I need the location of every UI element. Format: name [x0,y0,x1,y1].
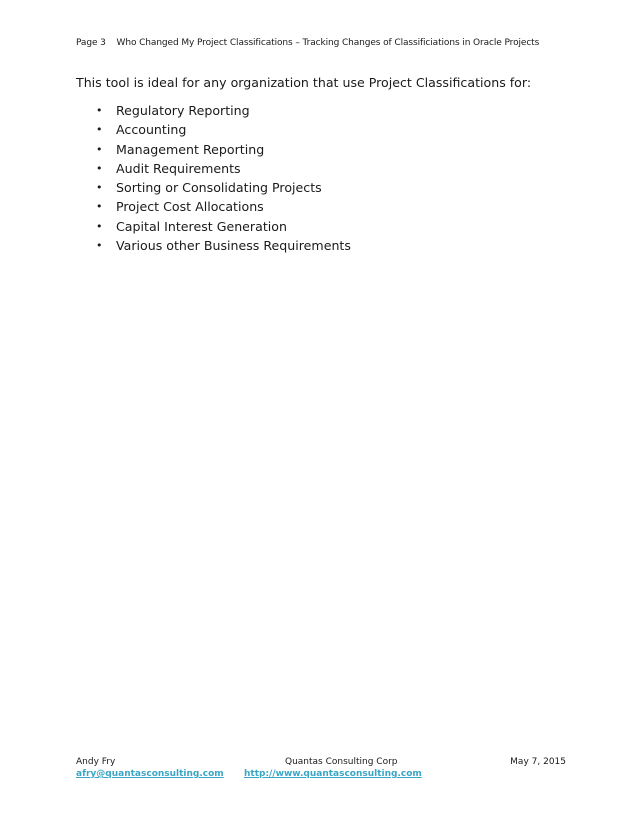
list-item-text: Various other Business Requirements [116,237,351,253]
footer-website-link[interactable]: http://www.quantasconsulting.com [244,769,422,779]
bullet-icon: • [96,219,103,233]
footer-email-link[interactable]: afry@quantasconsulting.com [76,769,224,779]
list-item [96,140,351,159]
list-item [96,178,351,197]
list-item [96,217,351,236]
list-item [96,101,351,120]
document-title: Who Changed My Project Classifications – Tracking Changes of Classificiations in Oracle Projects [116,38,540,48]
list-item-text: Management Reporting [116,141,265,157]
footer-author: Andy Fry [76,757,116,767]
bullet-icon: • [96,200,103,214]
footer-date: May 7, 2015 [510,757,566,767]
list-item [96,197,351,216]
bullet-icon: • [96,142,103,156]
list-item [96,159,351,178]
footer-company: Quantas Consulting Corp [285,757,398,767]
page-header [76,36,566,50]
bullet-icon: • [96,104,103,117]
list-item-text: Audit Requirements [116,160,241,176]
list-item-text: Sorting or Consolidating Projects [116,180,322,195]
bullet-icon: • [96,181,103,194]
page-footer [76,756,566,780]
footer-info-row [76,756,566,768]
footer-links-row [76,768,566,780]
list-item [96,236,351,255]
list-item-text: Accounting [116,122,187,138]
bullet-icon: • [96,123,103,137]
list-item-text: Capital Interest Generation [116,218,287,234]
bullet-list [96,101,351,255]
bullet-icon: • [96,161,103,175]
list-item-text: Regulatory Reporting [116,103,250,118]
intro-paragraph: This tool is ideal for any organization that use Project Classifications for: [76,75,532,90]
bullet-icon: • [96,238,103,252]
list-item-text: Project Cost Allocations [116,199,264,215]
list-item [96,120,351,139]
page-number: Page 3 [76,38,106,48]
